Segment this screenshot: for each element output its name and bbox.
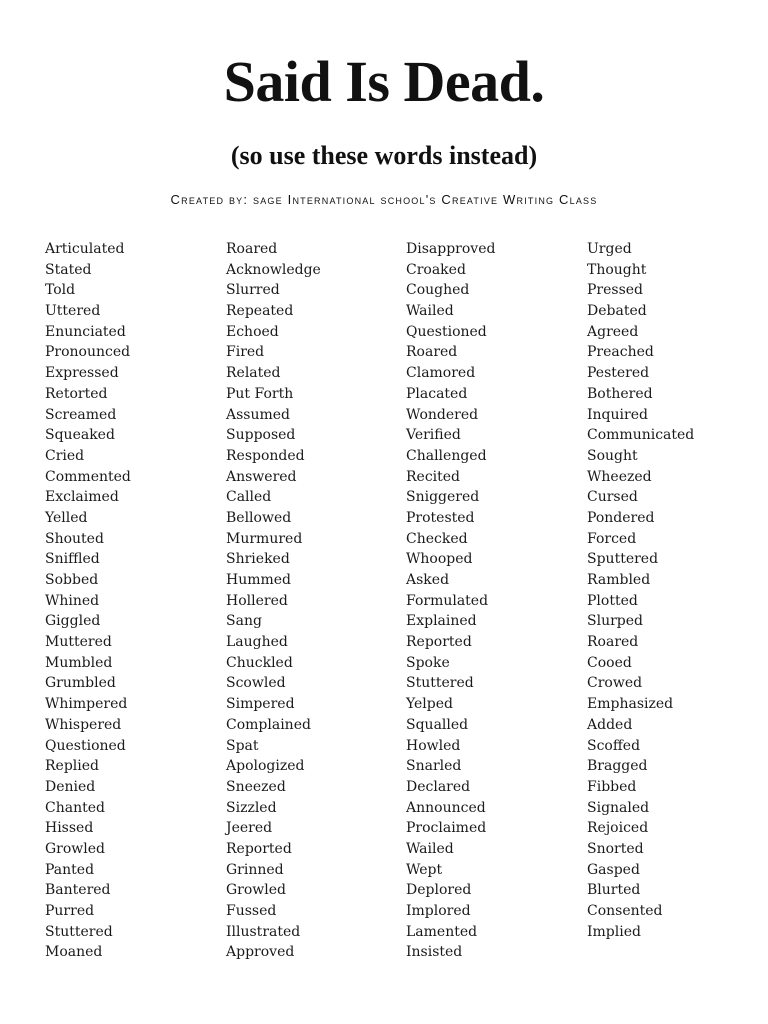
word-item: Enunciated — [45, 323, 126, 340]
word-item: Urged — [587, 241, 632, 257]
word-item: Bantered — [45, 882, 111, 899]
word-item: Answered — [226, 468, 297, 485]
word-item: Gasped — [587, 861, 640, 878]
word-item: Grumbled — [45, 675, 116, 692]
word-column-3 — [406, 239, 495, 963]
word-item: Placated — [406, 385, 468, 402]
word-item: Disapproved — [406, 241, 496, 257]
word-item: Croaked — [406, 261, 466, 278]
word-item: Slurped — [587, 613, 643, 630]
word-item: Acknowledge — [226, 261, 321, 278]
word-item: Recited — [406, 468, 461, 485]
word-item: Pondered — [587, 509, 655, 526]
word-item: Whispered — [45, 716, 122, 733]
word-item: Cooed — [587, 654, 632, 671]
word-item: Roared — [406, 344, 458, 361]
word-item: Checked — [406, 530, 468, 547]
word-item: Chanted — [45, 799, 105, 816]
word-item: Scoffed — [587, 737, 641, 754]
word-item: Sizzled — [226, 799, 277, 816]
word-item: Announced — [406, 799, 486, 816]
word-item: Scowled — [226, 675, 286, 692]
word-item: Yelped — [406, 696, 453, 713]
word-item: Protested — [406, 509, 475, 526]
word-item: Thought — [587, 261, 647, 278]
word-item: Sneezed — [226, 778, 286, 795]
word-item: Roared — [587, 634, 639, 651]
word-item: Cursed — [587, 489, 638, 506]
word-item: Pestered — [587, 365, 650, 382]
word-item: Related — [226, 365, 281, 382]
word-item: Preached — [587, 344, 654, 361]
word-item: Sniffled — [45, 551, 100, 568]
word-item: Supposed — [226, 427, 296, 444]
word-item: Sang — [226, 613, 262, 630]
word-item: Debated — [587, 303, 647, 320]
word-item: Called — [226, 489, 272, 506]
word-item: Jeered — [226, 820, 273, 837]
word-item: Questioned — [45, 737, 126, 754]
word-item: Sputtered — [587, 551, 659, 568]
word-item: Fibbed — [587, 778, 637, 795]
word-item: Assumed — [226, 406, 291, 423]
word-item: Inquired — [587, 406, 648, 423]
word-column-2 — [226, 239, 321, 963]
word-item: Shouted — [45, 530, 104, 547]
word-item: Formulated — [406, 592, 489, 609]
word-item: Illustrated — [226, 923, 301, 940]
word-item: Verified — [406, 427, 461, 444]
word-item: Denied — [45, 778, 96, 795]
word-item: Retorted — [45, 385, 108, 402]
word-item: Reported — [226, 840, 292, 857]
word-item: Insisted — [406, 944, 463, 961]
word-item: Declared — [406, 778, 471, 795]
word-item: Consented — [587, 903, 663, 919]
word-item: Bothered — [587, 385, 653, 402]
word-item: Communicated — [587, 427, 695, 444]
word-item: Deplored — [406, 882, 472, 899]
page-subtitle: (so use these words instead) — [230, 141, 538, 170]
word-item: Muttered — [45, 634, 112, 651]
word-item: Approved — [226, 944, 295, 961]
word-item: Implored — [406, 903, 471, 919]
word-item: Lamented — [406, 923, 478, 940]
word-item: Commented — [45, 468, 131, 485]
word-item: Hummed — [226, 572, 292, 588]
page-title: Said Is Dead. — [223, 49, 545, 114]
word-item: Murmured — [226, 530, 303, 547]
word-item: Simpered — [226, 696, 295, 713]
word-item: Bragged — [587, 758, 648, 775]
word-item: Wailed — [406, 303, 454, 320]
word-item: Laughed — [226, 634, 288, 651]
word-item: Signaled — [587, 799, 650, 816]
word-item: Mumbled — [45, 654, 113, 671]
word-item: Bellowed — [226, 509, 292, 526]
word-item: Put Forth — [226, 385, 294, 402]
word-item: Snorted — [587, 840, 644, 857]
word-item: Spoke — [406, 654, 450, 671]
word-item: Added — [587, 716, 633, 733]
word-item: Uttered — [45, 303, 101, 320]
word-item: Challenged — [406, 447, 487, 464]
word-item: Moaned — [45, 944, 103, 961]
word-column-4 — [587, 239, 694, 942]
word-item: Pronounced — [45, 344, 131, 361]
word-item: Sought — [587, 447, 638, 464]
word-item: Responded — [226, 447, 305, 464]
word-item: Repeated — [226, 303, 294, 320]
word-item: Replied — [45, 758, 99, 775]
word-item: Clamored — [406, 365, 476, 382]
word-item: Fired — [226, 344, 265, 361]
word-item: Crowed — [587, 675, 643, 692]
word-item: Panted — [45, 861, 95, 878]
word-item: Growled — [226, 882, 287, 899]
word-item: Hollered — [226, 592, 288, 609]
word-item: Yelled — [45, 509, 88, 526]
word-item: Stuttered — [45, 923, 113, 940]
word-item: Stated — [45, 261, 92, 278]
word-list — [45, 239, 745, 979]
word-item: Coughed — [406, 282, 470, 299]
word-item: Implied — [587, 923, 641, 940]
word-item: Spat — [226, 737, 259, 754]
word-item: Rambled — [587, 572, 651, 588]
word-item: Whimpered — [45, 696, 128, 713]
word-item: Emphasized — [587, 696, 674, 713]
word-item: Asked — [406, 572, 450, 588]
word-item: Reported — [406, 634, 472, 651]
word-item: Apologized — [226, 758, 305, 775]
word-item: Told — [45, 282, 76, 299]
word-item: Questioned — [406, 323, 487, 340]
word-item: Wept — [406, 861, 443, 878]
word-item: Echoed — [226, 323, 279, 340]
word-item: Articulated — [45, 241, 125, 257]
word-item: Pressed — [587, 282, 644, 299]
word-item: Rejoiced — [587, 820, 649, 837]
word-item: Fussed — [226, 903, 277, 919]
word-item: Sniggered — [406, 489, 480, 506]
word-item: Howled — [406, 737, 461, 754]
word-item: Whined — [45, 592, 100, 609]
word-item: Whooped — [406, 551, 473, 568]
word-item: Wailed — [406, 840, 454, 857]
word-item: Slurred — [226, 282, 280, 299]
word-item: Purred — [45, 903, 95, 919]
word-item: Proclaimed — [406, 820, 487, 837]
word-item: Explained — [406, 613, 477, 630]
word-item: Wheezed — [587, 468, 652, 485]
word-item: Complained — [226, 716, 311, 733]
word-item: Grinned — [226, 861, 284, 878]
word-item: Shrieked — [226, 551, 290, 568]
word-column-1 — [45, 239, 131, 963]
word-item: Blurted — [587, 882, 641, 899]
word-item: Squeaked — [45, 427, 115, 444]
word-item: Exclaimed — [45, 489, 119, 506]
word-item: Snarled — [406, 758, 462, 775]
word-item: Screamed — [45, 406, 117, 423]
word-item: Cried — [45, 447, 85, 464]
word-item: Sobbed — [45, 572, 99, 588]
word-item: Stuttered — [406, 675, 474, 692]
word-item: Plotted — [587, 592, 638, 609]
word-item: Hissed — [45, 820, 94, 837]
credit-line: Created by: sage International school's Creative Writing Class — [170, 192, 598, 207]
word-item: Giggled — [45, 613, 101, 630]
word-item: Expressed — [45, 365, 119, 382]
word-item: Forced — [587, 530, 637, 547]
word-item: Squalled — [406, 716, 469, 733]
word-item: Growled — [45, 840, 106, 857]
word-item: Wondered — [406, 406, 479, 423]
word-item: Chuckled — [226, 654, 293, 671]
word-item: Agreed — [587, 323, 639, 340]
word-item: Roared — [226, 241, 278, 257]
